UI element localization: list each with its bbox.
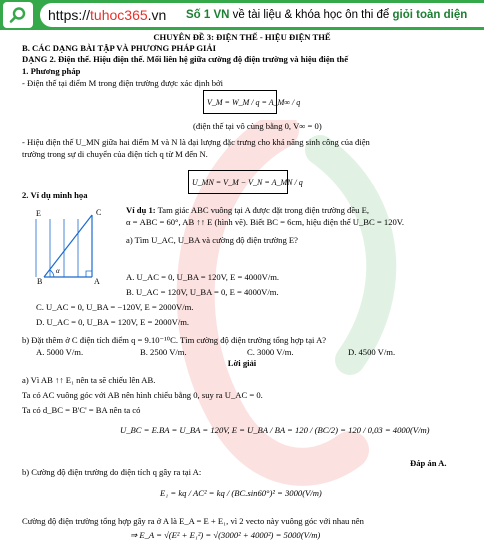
- label-alpha: α: [56, 267, 60, 275]
- formula-2: U_MN = V_M − V_N = A_MN / q: [192, 178, 303, 187]
- formula-box-2: [188, 170, 303, 194]
- solution-line-5: b) Cường độ điện trường do điện tích q gây ra tại A:: [22, 467, 202, 477]
- option-b: B. U_AC = 120V, U_BA = 0, E = 4000V/m.: [126, 287, 279, 297]
- label-E: E: [36, 209, 41, 218]
- example-1-question-a: a) Tìm U_AC, U_BA và cường độ điện trường E?: [126, 235, 298, 245]
- formula-note: (điện thế tại vô cùng bằng 0, V∞ = 0): [193, 121, 322, 131]
- solution-formula-2: E₁ = kq / AC² = kq / (BC.sin60°)² = 3000(V/m): [160, 488, 322, 498]
- example-1-line-b: α = ABC = 60°, AB ↑↑ E (hình vẽ). Biết BC = 6cm, hiệu điện thế U_BC = 120V.: [126, 217, 405, 227]
- search-icon: [9, 6, 27, 24]
- site-url[interactable]: https://tuhoc365.vn: [40, 3, 172, 27]
- solution-line-7: Cường độ điện trường tổng hợp gây ra ở A là E_A = E + E₁, vì 2 vecto này vuông góc với nhau nên: [22, 516, 364, 526]
- question-b: b) Đặt thêm ở C điện tích điểm q = 9.10⁻¹⁰C. Tìm cường độ điện trường tổng hợp tại A?: [22, 335, 327, 345]
- solution-formula-1: U_BC = E.BA = U_BA = 120V, E = U_BA / BA = 120 / (BC/2) = 120 / 0,03 = 4000(V/m): [120, 425, 430, 435]
- label-B: B: [37, 277, 43, 285]
- label-A: A: [94, 277, 100, 285]
- section-heading: B. CÁC DẠNG BÀI TẬP VÀ PHƯƠNG PHÁP GIẢI: [22, 43, 216, 53]
- triangle-figure: [30, 207, 110, 285]
- solution-line-3: Ta có d_BC = B'C' = BA nên ta có: [22, 405, 141, 415]
- question-b-option-b: B. 2500 V/m.: [140, 347, 187, 357]
- chapter-title: CHUYÊN ĐỀ 3: ĐIỆN THẾ - HIỆU ĐIỆN THẾ: [153, 32, 331, 42]
- solution-formula-3: ⇒ E_A = √(E² + E₁²) = √(3000² + 4000²) = 5000(V/m): [130, 530, 321, 540]
- option-d: D. U_AC = 0, U_BA = 120V, E = 2000V/m.: [36, 317, 190, 327]
- question-b-option-a: A. 5000 V/m.: [36, 347, 84, 357]
- option-c: C. U_AC = 0, U_BA = −120V, E = 2000V/m.: [36, 302, 194, 312]
- example-1-line-a: Ví dụ 1: Tam giác ABC vuông tại A được đặt trong điện trường đều E,: [126, 205, 369, 215]
- site-slogan: Số 1 VN về tài liệu & khóa học ôn thi để giỏi toàn diện: [172, 3, 484, 27]
- example-heading: 2. Ví dụ minh họa: [22, 190, 88, 200]
- answer-label: Đáp án A.: [410, 458, 447, 468]
- method-line-2a: - Hiệu điện thế U_MN giữa hai điểm M và N là đại lượng đặc trưng cho khả năng sinh công của điện: [22, 137, 370, 147]
- type-heading: DẠNG 2. Điện thế. Hiệu điện thế. Mối liên hệ giữa cường độ điện trường và hiệu điện thế: [22, 54, 349, 64]
- option-a: A. U_AC = 0, U_BA = 120V, E = 4000V/m.: [126, 272, 280, 282]
- method-line-1: - Điện thế tại điểm M trong điện trường được xác định bởi: [22, 78, 223, 88]
- formula-box-1: [203, 90, 301, 114]
- method-heading: 1. Phương pháp: [22, 66, 81, 76]
- solution-line-2: Ta có AC vuông góc với AB nên hình chiếu bằng 0, suy ra U_AC = 0.: [22, 390, 263, 400]
- question-b-option-d: D. 4500 V/m.: [348, 347, 396, 357]
- solution-line-1: a) Vì AB ↑↑ E₁ nên ta sẽ chiếu lên AB.: [22, 375, 156, 385]
- solution-heading: Lời giải: [227, 358, 257, 368]
- search-button[interactable]: [3, 2, 33, 28]
- label-C: C: [96, 208, 102, 217]
- formula-1: V_M = W_M / q = A_M∞ / q: [207, 98, 301, 107]
- question-b-option-c: C. 3000 V/m.: [247, 347, 294, 357]
- header-bar: [0, 0, 484, 30]
- method-line-2b: trường trong sự di chuyển của điện tích q từ M đến N.: [22, 149, 208, 159]
